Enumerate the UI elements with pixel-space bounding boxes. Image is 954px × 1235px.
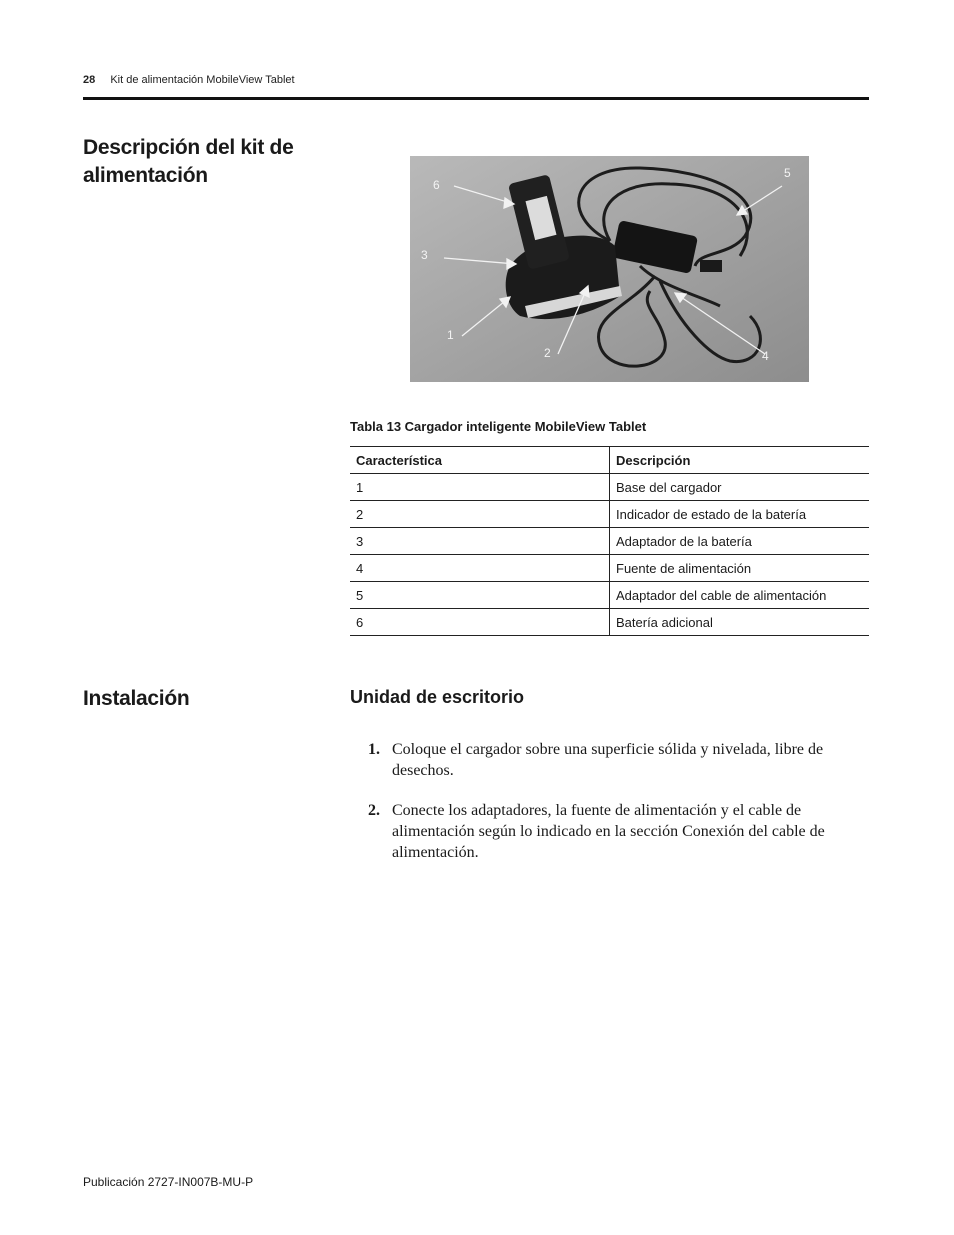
charger-table (350, 446, 869, 636)
section-title-line2: alimentación (83, 164, 208, 187)
table-cell: Fuente de alimentación (610, 555, 870, 582)
section-title-kit (83, 134, 293, 190)
power-plug (700, 260, 722, 272)
table-cell: 5 (350, 582, 610, 609)
installation-steps (350, 739, 870, 882)
table-row (350, 609, 869, 636)
column-header: Descripción (610, 447, 870, 474)
running-title: Kit de alimentación MobileView Tablet (110, 74, 295, 86)
step-number: 2. (368, 802, 380, 819)
table-cell: Adaptador del cable de alimentación (610, 582, 870, 609)
publication-footer: Publicación 2727-IN007B-MU-P (83, 1175, 254, 1189)
table-cell: 3 (350, 528, 610, 555)
callout-6: 6 (433, 178, 440, 192)
subsection-title: Unidad de escritorio (350, 687, 525, 707)
callout-1: 1 (447, 328, 454, 342)
table-header-row (350, 447, 869, 474)
list-item (350, 739, 870, 781)
table-cell: 4 (350, 555, 610, 582)
column-header: Característica (350, 447, 610, 474)
table-cell: Base del cargador (610, 474, 870, 501)
running-header (83, 74, 295, 86)
table-cell: Adaptador de la batería (610, 528, 870, 555)
header-rule (83, 97, 869, 100)
callout-5: 5 (784, 166, 791, 180)
step-text: Conecte los adaptadores, la fuente de alimentación y el cable de alimentación según lo indicado en la sección Conexión del cable de alimentación. (392, 802, 825, 861)
table-cell: Indicador de estado de la batería (610, 501, 870, 528)
table-row (350, 555, 869, 582)
table-row (350, 474, 869, 501)
step-number: 1. (368, 741, 380, 758)
table-cell: Batería adicional (610, 609, 870, 636)
table-caption: Tabla 13 Cargador inteligente MobileView Tablet (350, 419, 647, 434)
table-cell: 6 (350, 609, 610, 636)
charger-photo (410, 156, 809, 382)
list-item (350, 800, 870, 863)
section-title-line1: Descripción del kit de (83, 136, 294, 159)
table-row (350, 528, 869, 555)
callout-2: 2 (544, 346, 551, 360)
table-row (350, 501, 869, 528)
step-text: Coloque el cargador sobre una superficie sólida y nivelada, libre de desechos. (392, 741, 824, 779)
callout-3: 3 (421, 248, 428, 262)
callout-4: 4 (762, 349, 769, 363)
table-row (350, 582, 869, 609)
table-cell: 1 (350, 474, 610, 501)
table-cell: 2 (350, 501, 610, 528)
page-number: 28 (83, 74, 96, 86)
section-title-installation: Instalación (83, 687, 190, 710)
